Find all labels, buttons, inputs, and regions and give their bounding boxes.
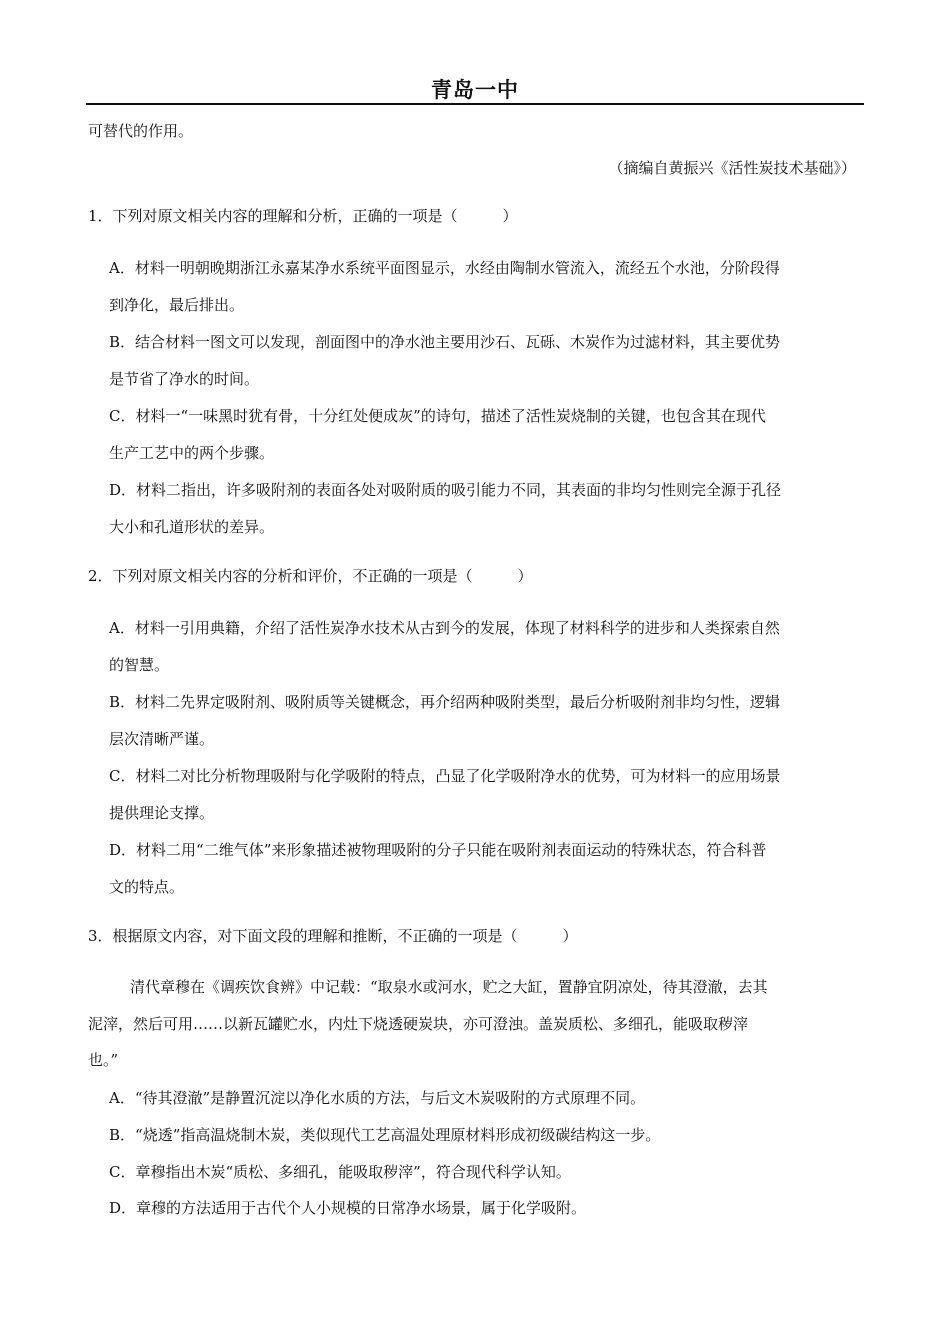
q3-option-b: B．“烧透”指高温烧制木炭，类似现代工艺高温处理原材料形成初级碳结构这一步。	[109, 1126, 661, 1144]
q1-option-b-line1: B．结合材料一图文可以发现，剖面图中的净水池主要用沙石、瓦砾、木炭作为过滤材料，其主要优势	[109, 333, 781, 351]
q3-passage-line1: 清代章穆在《调疾饮食辨》中记载：“取泉水或河水，贮之大缸，置静宜阴凉处，待其澄澈，去其	[130, 978, 768, 996]
q2-option-c-line1: C．材料二对比分析物理吸附与化学吸附的特点，凸显了化学吸附净水的优势，可为材料一的应用场景	[109, 767, 781, 785]
q1-option-c-line1: C．材料一“一味黑时犹有骨，十分红处便成灰”的诗句，描述了活性炭烧制的关键，也包含其在现代	[109, 407, 766, 425]
q2-option-d-line2: 文的特点。	[109, 878, 185, 896]
q1-option-b-line2: 是节省了净水的时间。	[109, 370, 260, 388]
question-2-stem: 2．下列对原文相关内容的分析和评价，不正确的一项是（ ）	[88, 567, 533, 585]
q2-option-a-line2: 的智慧。	[109, 656, 170, 674]
q2-option-c-line2: 提供理论支撑。	[109, 804, 215, 822]
q3-passage-line3: 也。”	[88, 1051, 119, 1069]
question-1-stem: 1．下列对原文相关内容的理解和分析，正确的一项是（ ）	[88, 207, 518, 225]
q1-option-c-line2: 生产工艺中的两个步骤。	[109, 444, 275, 462]
q3-option-a: A．“待其澄澈”是静置沉淀以净化水质的方法，与后文木炭吸附的方式原理不同。	[109, 1089, 646, 1107]
q3-option-c: C．章穆指出木炭“质松、多细孔，能吸取秽滓”，符合现代科学认知。	[109, 1163, 571, 1181]
q2-option-a-line1: A．材料一引用典籍，介绍了活性炭净水技术从古到今的发展，体现了材料科学的进步和人类探索自然	[109, 619, 780, 637]
q1-option-a-line1: A．材料一明朝晚期浙江永嘉某净水系统平面图显示，水经由陶制水管流入，流经五个水池，分阶段得	[109, 259, 780, 277]
q3-option-d: D．章穆的方法适用于古代个人小规模的日常净水场景，属于化学吸附。	[109, 1199, 587, 1217]
q1-option-d-line1: D．材料二指出，许多吸附剂的表面各处对吸附质的吸引能力不同，其表面的非均匀性则完全源于孔径	[109, 481, 782, 499]
q1-option-a-line2: 到净化，最后排出。	[109, 296, 245, 314]
q1-option-d-line2: 大小和孔道形状的差异。	[109, 518, 275, 536]
page-title: 青岛一中	[431, 78, 519, 102]
intro-continuation: 可替代的作用。	[88, 122, 194, 140]
q2-option-d-line1: D．材料二用“二维气体”来形象描述被物理吸附的分子只能在吸附剂表面运动的特殊状态，符合科普	[109, 841, 767, 859]
question-3-stem: 3．根据原文内容，对下面文段的理解和推断，不正确的一项是（ ）	[88, 927, 578, 945]
q2-option-b-line1: B．材料二先界定吸附剂、吸附质等关键概念，再介绍两种吸附类型，最后分析吸附剂非均匀性，逻辑	[109, 693, 781, 711]
header-divider	[86, 103, 864, 105]
q2-option-b-line2: 层次清晰严谨。	[109, 730, 215, 748]
q3-passage-line2: 泥滓，然后可用……以新瓦罐贮水，内灶下烧透硬炭块，亦可澄浊。盖炭质松、多细孔，能吸取秽滓	[88, 1015, 749, 1033]
source-citation: （摘编自黄振兴《活性炭技术基础》）	[608, 159, 856, 177]
